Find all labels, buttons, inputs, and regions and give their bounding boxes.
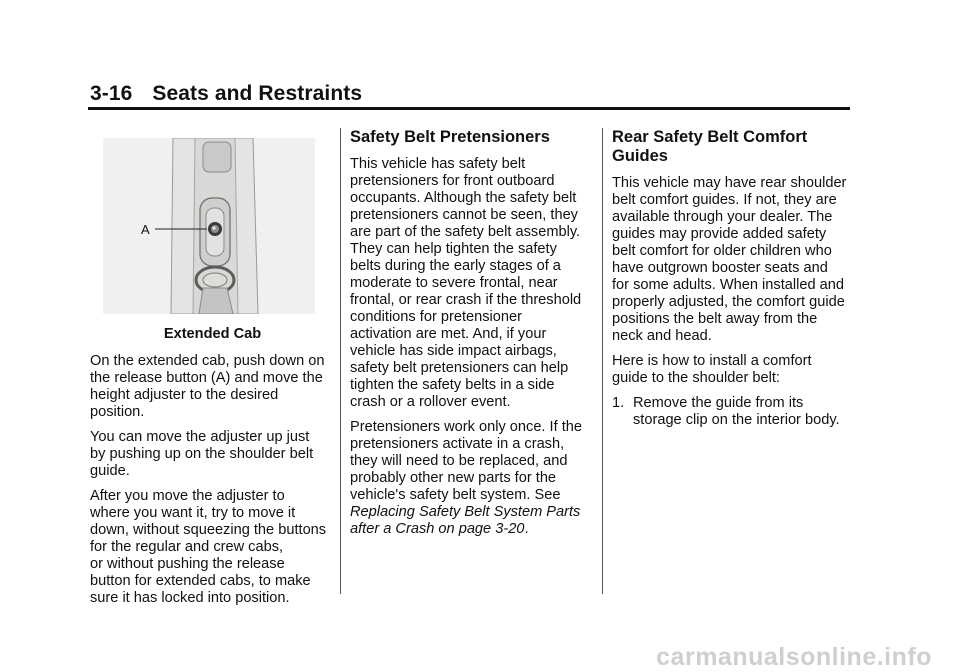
watermark: carmanualsonline.info bbox=[656, 643, 932, 671]
seatbelt-adjuster-illustration bbox=[103, 138, 315, 314]
column-1 bbox=[90, 138, 335, 615]
paragraph bbox=[350, 419, 596, 504]
section-title: Seats and Restraints bbox=[152, 82, 363, 105]
paragraph-text: Pretensioners work only once. If the pretensioners activate in a crash, they will need to be replaced, and probably other new parts for the vehicle's safety belt system. See bbox=[350, 419, 582, 503]
paragraph: On the extended cab, push down on the release button (A) and move the height adjuster to the desired position. bbox=[90, 353, 325, 420]
paragraph: Here is how to install a comfort guide to the shoulder belt: bbox=[612, 353, 812, 386]
seatbelt-adjuster-figure bbox=[103, 138, 315, 314]
column-2 bbox=[350, 128, 596, 546]
header-rule bbox=[88, 107, 850, 110]
column-divider-2 bbox=[602, 128, 603, 594]
cross-reference-link[interactable]: Replacing Safety Belt System Parts after a Crash on page 3-20 bbox=[350, 504, 581, 537]
column-divider-1 bbox=[340, 128, 341, 594]
paragraph: You can move the adjuster up just by pushing up on the shoulder belt guide. bbox=[90, 429, 314, 479]
figure-caption: Extended Cab bbox=[163, 326, 262, 342]
page-number: 3-16 bbox=[90, 82, 133, 105]
column-3 bbox=[612, 128, 857, 429]
paragraph: This vehicle has safety belt pretensioners for front outboard occupants. Although the safety belt pretensioners cannot be seen, they are part of the safety belt assembly. They can help tighten the safety belts during the early stages of a moderate to severe frontal, near frontal, or rear crash if the threshold conditions for pretensioner activation are met. And, if your vehicle has side impact airbags, safety belt pretensioners can help tighten the safety belts in a side crash or a rollover event. bbox=[350, 156, 582, 410]
paragraph: This vehicle may have rear shoulder belt comfort guides. If not, they are available through your dealer. The guides may provide added safety belt comfort for older children who have outgrown booster seats and for some adults. When installed and properly adjusted, the comfort guide positions the belt away from the neck and head. bbox=[612, 175, 847, 344]
callout-label-a: A bbox=[141, 222, 150, 237]
list-item bbox=[612, 395, 857, 429]
section-heading: Safety Belt Pretensioners bbox=[350, 128, 550, 146]
page-header bbox=[90, 82, 362, 106]
cross-reference-suffix: . bbox=[524, 521, 529, 537]
list-number: 1. bbox=[612, 395, 625, 411]
list-text: Remove the guide from its storage clip on the interior body. bbox=[633, 395, 840, 428]
paragraph: After you move the adjuster to where you want it, try to move it down, without squeezing the buttons for the regular and crew cabs, or without pushing the release button for extended cabs, to make sure it has locked into position. bbox=[90, 488, 327, 606]
section-heading: Rear Safety Belt Comfort Guides bbox=[612, 128, 808, 165]
cross-reference bbox=[350, 504, 596, 538]
